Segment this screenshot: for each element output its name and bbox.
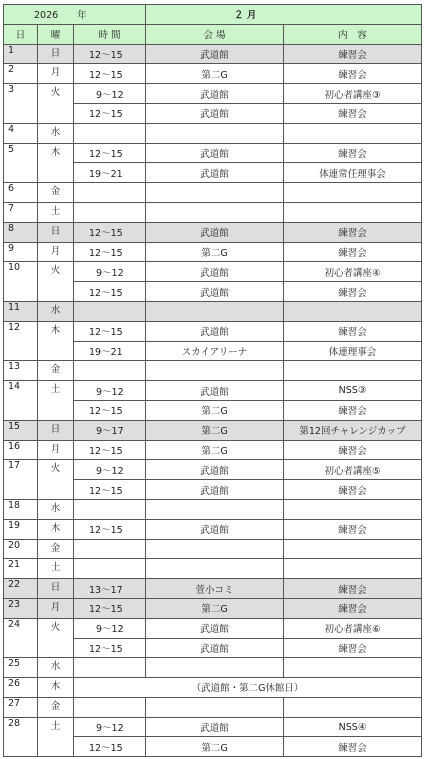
day-cell: 9 [4, 242, 38, 262]
weekday-cell: 水 [38, 123, 74, 143]
venue-cell [146, 539, 284, 559]
content-cell: 練習会 [284, 598, 422, 618]
time-cell [74, 499, 146, 519]
table-row [4, 618, 422, 638]
venue-cell: 武道館 [146, 44, 284, 64]
weekday-cell: 日 [38, 222, 74, 242]
time-cell: 19～21 [74, 163, 146, 183]
time-cell: 12～15 [74, 44, 146, 64]
time-cell: 9～12 [74, 618, 146, 638]
venue-cell: 武道館 [146, 460, 284, 480]
table-row [4, 361, 422, 381]
content-cell: 練習会 [284, 519, 422, 539]
table-row [4, 64, 422, 84]
table-row [4, 440, 422, 460]
day-cell: 2 [4, 64, 38, 84]
venue-cell: 第二G [146, 598, 284, 618]
weekday-cell: 月 [38, 440, 74, 460]
table-row [4, 678, 422, 698]
content-cell: 練習会 [284, 242, 422, 262]
weekday-cell: 火 [38, 84, 74, 124]
weekday-cell: 日 [38, 44, 74, 64]
weekday-cell: 水 [38, 301, 74, 321]
content-cell: 初心者講座④ [284, 262, 422, 282]
table-row [4, 598, 422, 618]
time-cell: 19～21 [74, 341, 146, 361]
time-cell: 12～15 [74, 64, 146, 84]
venue-cell: 武道館 [146, 321, 284, 341]
weekday-cell: 日 [38, 420, 74, 440]
time-cell [74, 697, 146, 717]
weekday-cell: 火 [38, 618, 74, 658]
day-cell: 26 [4, 678, 38, 698]
year-label: 2026 年 [4, 5, 146, 25]
day-cell: 28 [4, 717, 38, 757]
weekday-cell: 金 [38, 183, 74, 203]
day-cell: 8 [4, 222, 38, 242]
table-row [4, 44, 422, 64]
venue-cell: 武道館 [146, 222, 284, 242]
month-label: ２ 月 [146, 5, 422, 25]
time-cell: 12～15 [74, 638, 146, 658]
content-cell: 初心者講座⑥ [284, 618, 422, 638]
weekday-cell: 水 [38, 658, 74, 678]
content-cell [284, 183, 422, 203]
content-cell: NSS④ [284, 717, 422, 737]
content-cell: 練習会 [284, 321, 422, 341]
day-cell: 13 [4, 361, 38, 381]
content-cell: 練習会 [284, 480, 422, 500]
day-cell: 16 [4, 440, 38, 460]
table-row [4, 183, 422, 203]
venue-cell: 武道館 [146, 103, 284, 123]
content-cell: 練習会 [284, 282, 422, 302]
table-row [4, 579, 422, 599]
venue-cell [146, 658, 284, 678]
venue-cell: 武道館 [146, 143, 284, 163]
table-row [4, 717, 422, 737]
venue-cell: 武道館 [146, 618, 284, 638]
table-row [4, 539, 422, 559]
venue-cell: 萱小コミ [146, 579, 284, 599]
table-row [4, 143, 422, 163]
time-cell: 12～15 [74, 480, 146, 500]
venue-cell: 第二G [146, 64, 284, 84]
table-row [4, 658, 422, 678]
time-cell: 12～15 [74, 242, 146, 262]
time-cell [74, 559, 146, 579]
day-cell: 12 [4, 321, 38, 361]
day-cell: 27 [4, 697, 38, 717]
content-cell [284, 123, 422, 143]
time-cell [74, 183, 146, 203]
time-cell [74, 361, 146, 381]
venue-cell: 武道館 [146, 163, 284, 183]
weekday-cell: 月 [38, 64, 74, 84]
table-row [4, 262, 422, 282]
closed-note-cell: （武道館・第二G休館日） [74, 678, 422, 698]
content-cell: 体連常任理事会 [284, 163, 422, 183]
table-row [4, 202, 422, 222]
content-cell: 練習会 [284, 64, 422, 84]
time-cell [74, 658, 146, 678]
col-header-content: 内 容 [284, 24, 422, 44]
content-cell [284, 202, 422, 222]
content-cell: NSS③ [284, 381, 422, 401]
weekday-cell: 金 [38, 539, 74, 559]
venue-cell: 第二G [146, 440, 284, 460]
weekday-cell: 火 [38, 262, 74, 302]
venue-cell: 第二G [146, 242, 284, 262]
table-row [4, 519, 422, 539]
day-cell: 5 [4, 143, 38, 183]
time-cell: 12～15 [74, 143, 146, 163]
table-row [4, 697, 422, 717]
table-row [4, 242, 422, 262]
content-cell [284, 697, 422, 717]
col-header-time: 時 間 [74, 24, 146, 44]
weekday-cell: 土 [38, 717, 74, 757]
content-cell: 練習会 [284, 103, 422, 123]
content-cell: 練習会 [284, 143, 422, 163]
venue-cell [146, 697, 284, 717]
time-cell: 12～15 [74, 321, 146, 341]
table-row [4, 301, 422, 321]
content-cell [284, 499, 422, 519]
content-cell: 初心者講座⑤ [284, 460, 422, 480]
column-header-row [4, 24, 422, 44]
day-cell: 19 [4, 519, 38, 539]
content-cell: 練習会 [284, 400, 422, 420]
day-cell: 20 [4, 539, 38, 559]
venue-cell: 武道館 [146, 262, 284, 282]
weekday-cell: 木 [38, 321, 74, 361]
content-cell: 体連理事会 [284, 341, 422, 361]
day-cell: 7 [4, 202, 38, 222]
venue-cell: 第二G [146, 737, 284, 757]
venue-cell: 武道館 [146, 638, 284, 658]
day-cell: 11 [4, 301, 38, 321]
day-cell: 15 [4, 420, 38, 440]
weekday-cell: 月 [38, 598, 74, 618]
time-cell [74, 202, 146, 222]
day-cell: 17 [4, 460, 38, 500]
col-header-day: 日 [4, 24, 38, 44]
content-cell: 初心者講座③ [284, 84, 422, 104]
day-cell: 10 [4, 262, 38, 302]
venue-cell [146, 301, 284, 321]
time-cell: 12～15 [74, 222, 146, 242]
day-cell: 24 [4, 618, 38, 658]
venue-cell [146, 361, 284, 381]
time-cell: 9～17 [74, 420, 146, 440]
time-cell: 12～15 [74, 737, 146, 757]
content-cell: 練習会 [284, 579, 422, 599]
time-cell: 9～12 [74, 381, 146, 401]
weekday-cell: 金 [38, 361, 74, 381]
content-cell: 練習会 [284, 638, 422, 658]
table-row [4, 499, 422, 519]
venue-cell: 武道館 [146, 381, 284, 401]
title-row [4, 5, 422, 25]
table-row [4, 123, 422, 143]
venue-cell [146, 123, 284, 143]
venue-cell: 武道館 [146, 282, 284, 302]
time-cell: 12～15 [74, 598, 146, 618]
venue-cell: 第二G [146, 420, 284, 440]
content-cell [284, 361, 422, 381]
venue-cell: 武道館 [146, 480, 284, 500]
venue-cell: 第二G [146, 400, 284, 420]
content-cell [284, 559, 422, 579]
weekday-cell: 日 [38, 579, 74, 599]
time-cell [74, 301, 146, 321]
time-cell: 13～17 [74, 579, 146, 599]
time-cell: 9～12 [74, 717, 146, 737]
day-cell: 21 [4, 559, 38, 579]
table-row [4, 420, 422, 440]
venue-cell: 武道館 [146, 84, 284, 104]
day-cell: 14 [4, 381, 38, 421]
day-cell: 3 [4, 84, 38, 124]
content-cell [284, 301, 422, 321]
content-cell: 練習会 [284, 44, 422, 64]
venue-cell [146, 499, 284, 519]
weekday-cell: 火 [38, 460, 74, 500]
table-row [4, 559, 422, 579]
table-row [4, 460, 422, 480]
content-cell: 練習会 [284, 440, 422, 460]
day-cell: 6 [4, 183, 38, 203]
day-cell: 22 [4, 579, 38, 599]
schedule-table [3, 4, 422, 757]
content-cell [284, 539, 422, 559]
weekday-cell: 木 [38, 143, 74, 183]
weekday-cell: 土 [38, 381, 74, 421]
time-cell: 9～12 [74, 460, 146, 480]
table-row [4, 381, 422, 401]
day-cell: 23 [4, 598, 38, 618]
day-cell: 25 [4, 658, 38, 678]
time-cell: 12～15 [74, 400, 146, 420]
day-cell: 4 [4, 123, 38, 143]
weekday-cell: 月 [38, 242, 74, 262]
venue-cell: 武道館 [146, 519, 284, 539]
weekday-cell: 土 [38, 202, 74, 222]
table-row [4, 222, 422, 242]
weekday-cell: 土 [38, 559, 74, 579]
table-row [4, 84, 422, 104]
content-cell: 練習会 [284, 737, 422, 757]
weekday-cell: 木 [38, 678, 74, 698]
content-cell: 練習会 [284, 222, 422, 242]
weekday-cell: 金 [38, 697, 74, 717]
content-cell [284, 658, 422, 678]
col-header-venue: 会 場 [146, 24, 284, 44]
weekday-cell: 木 [38, 519, 74, 539]
day-cell: 1 [4, 44, 38, 64]
time-cell: 9～12 [74, 262, 146, 282]
time-cell [74, 539, 146, 559]
time-cell: 12～15 [74, 282, 146, 302]
time-cell [74, 123, 146, 143]
venue-cell: スカイアリーナ [146, 341, 284, 361]
time-cell: 12～15 [74, 519, 146, 539]
table-row [4, 321, 422, 341]
venue-cell [146, 202, 284, 222]
venue-cell [146, 559, 284, 579]
time-cell: 12～15 [74, 440, 146, 460]
weekday-cell: 水 [38, 499, 74, 519]
col-header-weekday: 曜 [38, 24, 74, 44]
content-cell: 第12回チャレンジカップ [284, 420, 422, 440]
time-cell: 12～15 [74, 103, 146, 123]
venue-cell: 武道館 [146, 717, 284, 737]
venue-cell [146, 183, 284, 203]
day-cell: 18 [4, 499, 38, 519]
time-cell: 9～12 [74, 84, 146, 104]
